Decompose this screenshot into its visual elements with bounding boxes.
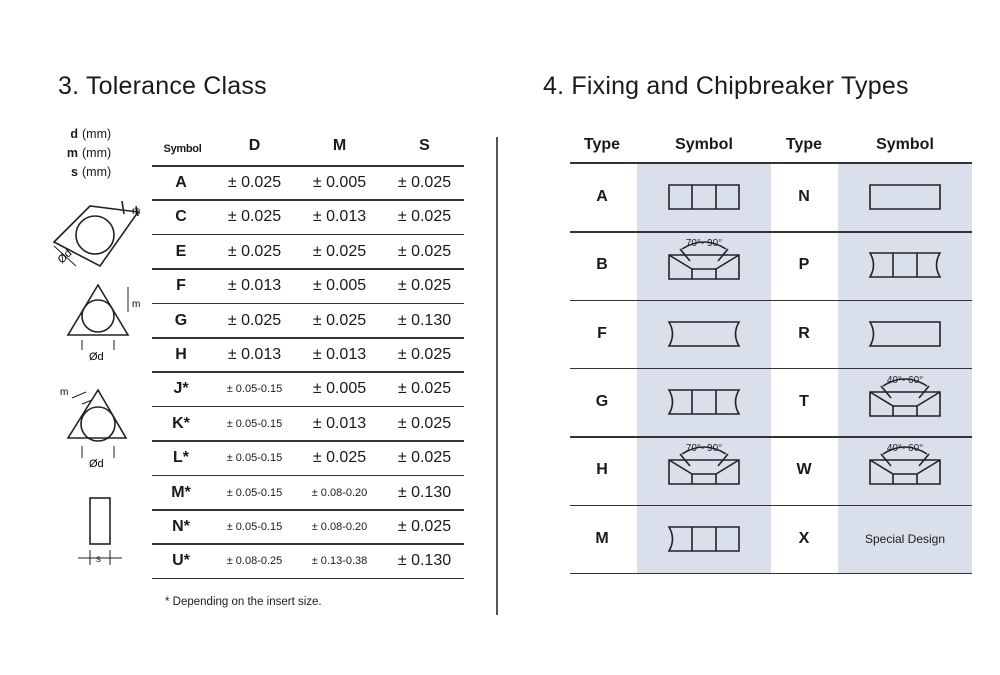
tolerance-row-j [152,372,464,406]
cell-m: ± 0.013 [312,414,367,432]
cell-symbol: A [175,174,187,191]
special-design-label: Special Design [864,531,946,546]
cell-m: ± 0.025 [312,449,367,467]
table-rule [152,578,464,580]
cell-m: ± 0.013 [312,346,367,363]
units-legend [58,125,111,182]
chipbreaker-symbol-n [865,177,945,223]
cell-symbol: H [175,346,187,363]
rhombic-d-label: Ød [55,247,75,267]
trigon-insert-diagram [68,390,126,458]
cell-d: ± 0.013 [227,346,282,363]
tolerance-row-f [152,269,464,303]
fixing-type-a: A [596,188,608,205]
cell-m: ± 0.005 [312,174,367,191]
triangular-d-label: Ød [89,351,104,363]
table-rule [570,436,972,438]
header-m: M [332,137,347,154]
cell-d: ± 0.025 [227,311,282,329]
cell-s: ± 0.130 [397,311,452,329]
chipbreaker-symbol-t [865,376,945,422]
chipbreaker-symbol-r [865,314,945,360]
cell-symbol: K* [172,414,190,432]
tolerance-row-h [152,338,464,372]
header-s: S [419,137,430,154]
fixing-type-x: X [798,529,810,547]
cell-d: ± 0.05-0.15 [226,452,283,465]
tolerance-row-c [152,200,464,234]
angle-label: 70°- 90° [685,239,723,250]
tolerance-row-n [152,510,464,544]
table-rule [570,573,972,575]
cell-m: ± 0.13-0.38 [311,555,368,568]
cell-d: ± 0.025 [227,174,282,191]
unit-m: m (mm) [66,146,112,160]
chipbreaker-symbol-m [664,519,744,565]
section-divider [496,137,498,615]
cell-d: ± 0.05-0.15 [226,486,283,499]
cell-d: ± 0.05-0.15 [226,383,283,396]
cell-m: ± 0.005 [312,380,367,398]
header-symbol-right: Symbol [876,136,934,153]
cell-symbol: F [176,277,186,295]
cell-d: ± 0.025 [227,208,282,226]
tolerance-row-m [152,476,464,510]
cell-symbol: N* [172,518,190,535]
tolerance-row-u [152,544,464,578]
fixing-type-h: H [596,461,608,479]
fixing-type-p: P [798,256,810,274]
table-rule [570,300,972,302]
tolerance-row-k [152,407,464,441]
cell-s: ± 0.130 [397,483,452,501]
thickness-s-label: s [96,554,101,565]
header-type-left: Type [583,136,621,153]
cell-s: ± 0.025 [397,449,452,467]
fixing-type-n: N [798,188,810,205]
rhombic-m-label: m [132,206,141,217]
cell-symbol: M* [171,483,191,501]
chipbreaker-symbol-h [664,444,744,490]
header-symbol: Symbol [163,143,202,155]
unit-d: d (mm) [70,127,112,141]
fixing-type-g: G [595,392,609,410]
header-symbol-left: Symbol [675,136,733,153]
fixing-types-title: 4. Fixing and Chipbreaker Types [543,72,909,100]
cell-s: ± 0.025 [397,346,452,363]
cell-m: ± 0.025 [312,311,367,329]
cell-m: ± 0.013 [312,208,367,226]
tolerance-row-e [152,235,464,269]
cell-d: ± 0.05-0.15 [226,521,283,533]
cell-m: ± 0.025 [312,242,367,260]
cell-s: ± 0.025 [397,174,452,191]
cell-m: ± 0.005 [312,277,367,295]
table-rule [570,368,972,370]
table-rule [570,231,972,233]
cell-symbol: L* [173,449,189,467]
cell-s: ± 0.025 [397,208,452,226]
cell-d: ± 0.025 [227,242,282,260]
header-d: D [248,137,261,154]
triangular-m-label: m [132,299,141,310]
angle-label: 40°- 60° [886,375,924,386]
trigon-d-label: Ød [89,458,104,470]
chipbreaker-symbol-w [865,444,945,490]
cell-s: ± 0.025 [397,277,452,295]
cell-s: ± 0.025 [397,380,452,398]
cell-s: ± 0.025 [397,242,452,260]
chipbreaker-symbol-g [664,382,744,428]
cell-symbol: E [175,242,187,260]
tolerance-row-l [152,441,464,475]
cell-d: ± 0.013 [227,277,282,295]
cell-d: ± 0.05-0.15 [226,417,283,430]
chipbreaker-symbol-p [865,245,945,291]
trigon-m-label: m [60,387,69,398]
fixing-type-m: M [595,529,609,547]
fixing-type-w: W [796,461,812,479]
triangular-insert-diagram [68,285,128,350]
cell-symbol: C [175,208,187,226]
angle-label: 70°- 90° [685,444,723,455]
cell-s: ± 0.025 [397,414,452,432]
cell-symbol: U* [172,552,190,570]
table-rule [570,505,972,507]
chipbreaker-symbol-b [664,239,744,285]
cell-s: ± 0.130 [397,552,452,570]
fixing-type-b: B [596,256,608,274]
cell-s: ± 0.025 [397,518,452,535]
cell-symbol: G [174,311,188,329]
angle-label: 40°- 60° [886,444,924,455]
tolerance-class-title: 3. Tolerance Class [58,72,267,100]
tolerance-row-g [152,304,464,338]
cell-m: ± 0.08-0.20 [311,521,368,533]
fixing-type-f: F [597,324,607,342]
tolerance-row-a [152,166,464,200]
chipbreaker-symbol-f [664,314,744,360]
footnote: * Depending on the insert size. [165,596,322,608]
table-rule [570,162,972,164]
cell-m: ± 0.08-0.20 [311,486,368,499]
cell-symbol: J* [173,380,189,398]
fixing-type-r: R [798,324,810,342]
unit-s: s (mm) [71,165,112,179]
insert-diagrams [40,190,150,580]
cell-d: ± 0.08-0.25 [226,555,283,568]
chipbreaker-symbol-a [664,177,744,223]
fixing-type-t: T [799,392,809,410]
header-type-right: Type [785,136,823,153]
